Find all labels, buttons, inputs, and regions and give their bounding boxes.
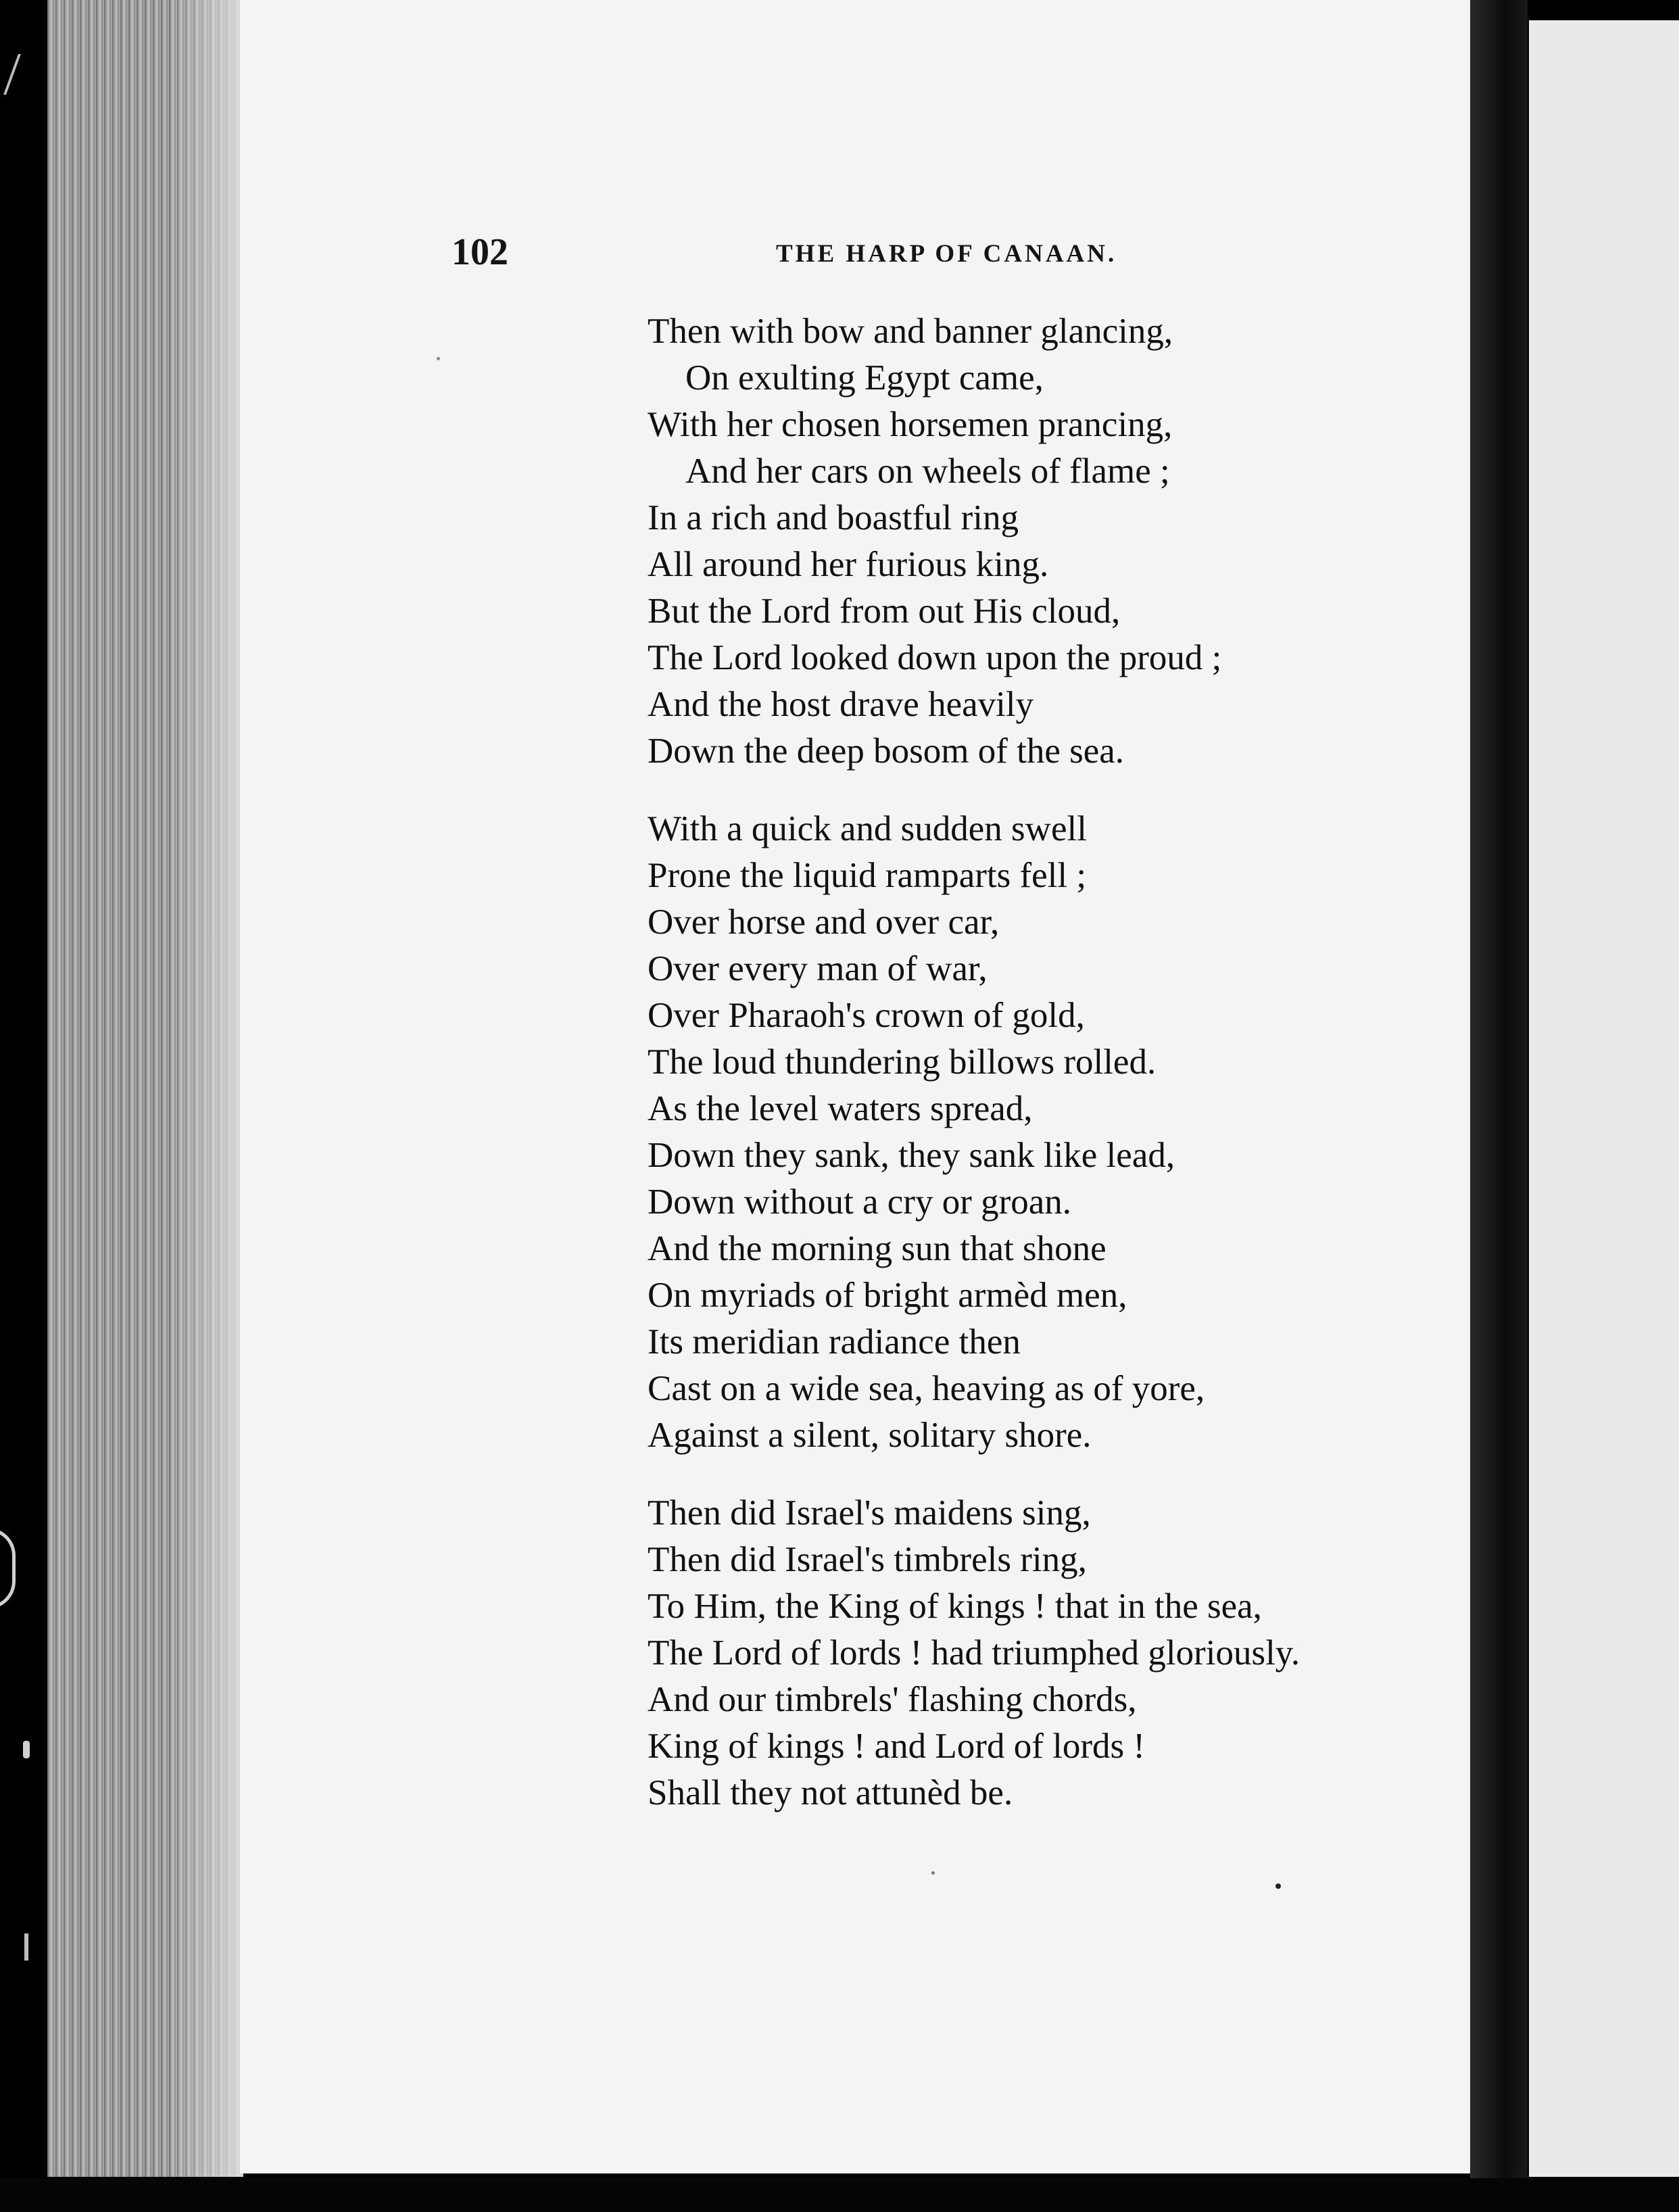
poem-line: King of kings ! and Lord of lords ! <box>648 1727 1145 1766</box>
facing-page-edge <box>1529 20 1679 2177</box>
poem-line: And the morning sun that shone <box>648 1229 1106 1268</box>
poem-line: All around her furious king. <box>648 545 1049 584</box>
poem-line: But the Lord from out His cloud, <box>648 592 1121 631</box>
stanza <box>648 1490 1432 1817</box>
poem-line: And our timbrels' flashing chords, <box>648 1680 1137 1719</box>
poem-line: Then with bow and banner glancing, <box>648 312 1173 351</box>
stanza <box>648 806 1432 1459</box>
poem-line: Then did Israel's maidens sing, <box>648 1493 1091 1533</box>
book-gutter <box>1470 0 1528 2197</box>
poem-line: Down the deep bosom of the sea. <box>648 731 1125 771</box>
page-edges-shade <box>169 0 243 2177</box>
running-title: THE HARP OF CANAAN. <box>776 240 1117 268</box>
poem-line: With a quick and sudden swell <box>648 809 1087 848</box>
poem-line: Down they sank, they sank like lead, <box>648 1136 1175 1175</box>
scan-artifact <box>24 1933 28 1961</box>
stanza <box>648 308 1432 775</box>
poem-line: Down without a cry or groan. <box>648 1182 1072 1222</box>
poem-line: Cast on a wide sea, heaving as of yore, <box>648 1369 1205 1408</box>
poem-line: Its meridian radiance then <box>648 1322 1021 1362</box>
poem-line: On myriads of bright armèd men, <box>648 1276 1127 1315</box>
poem-line: In a rich and boastful ring <box>648 498 1019 537</box>
poem-line: To Him, the King of kings ! that in the sea, <box>648 1587 1262 1626</box>
poem-text <box>648 308 1432 1848</box>
poem-line: Over every man of war, <box>648 949 988 988</box>
poem-line: Against a silent, solitary shore. <box>648 1416 1092 1455</box>
poem-line: Over horse and over car, <box>648 903 1000 942</box>
page-number: 102 <box>452 231 508 273</box>
speck <box>1275 1883 1281 1889</box>
poem-line: The Lord of lords ! had triumphed gloriously. <box>648 1633 1300 1673</box>
poem-line: Prone the liquid ramparts fell ; <box>648 856 1087 895</box>
poem-line: On exulting Egypt came, <box>685 358 1044 398</box>
scan-artifact <box>0 1528 16 1609</box>
poem-line: The Lord looked down upon the proud ; <box>648 638 1222 677</box>
poem-line: Over Pharaoh's crown of gold, <box>648 996 1085 1035</box>
speck <box>437 357 440 360</box>
speck <box>931 1871 935 1875</box>
scan-artifact <box>0 54 21 95</box>
scan-border <box>0 2178 1679 2212</box>
poem-line: And the host drave heavily <box>648 685 1034 724</box>
poem-line: The loud thundering billows rolled. <box>648 1042 1157 1082</box>
poem-line: Then did Israel's timbrels ring, <box>648 1540 1087 1579</box>
scan-artifact <box>23 1741 30 1758</box>
poem-line: Shall they not attunèd be. <box>648 1773 1013 1812</box>
poem-line: And her cars on wheels of flame ; <box>685 452 1170 491</box>
poem-line: As the level waters spread, <box>648 1089 1033 1128</box>
poem-line: With her chosen horsemen prancing, <box>648 405 1173 444</box>
